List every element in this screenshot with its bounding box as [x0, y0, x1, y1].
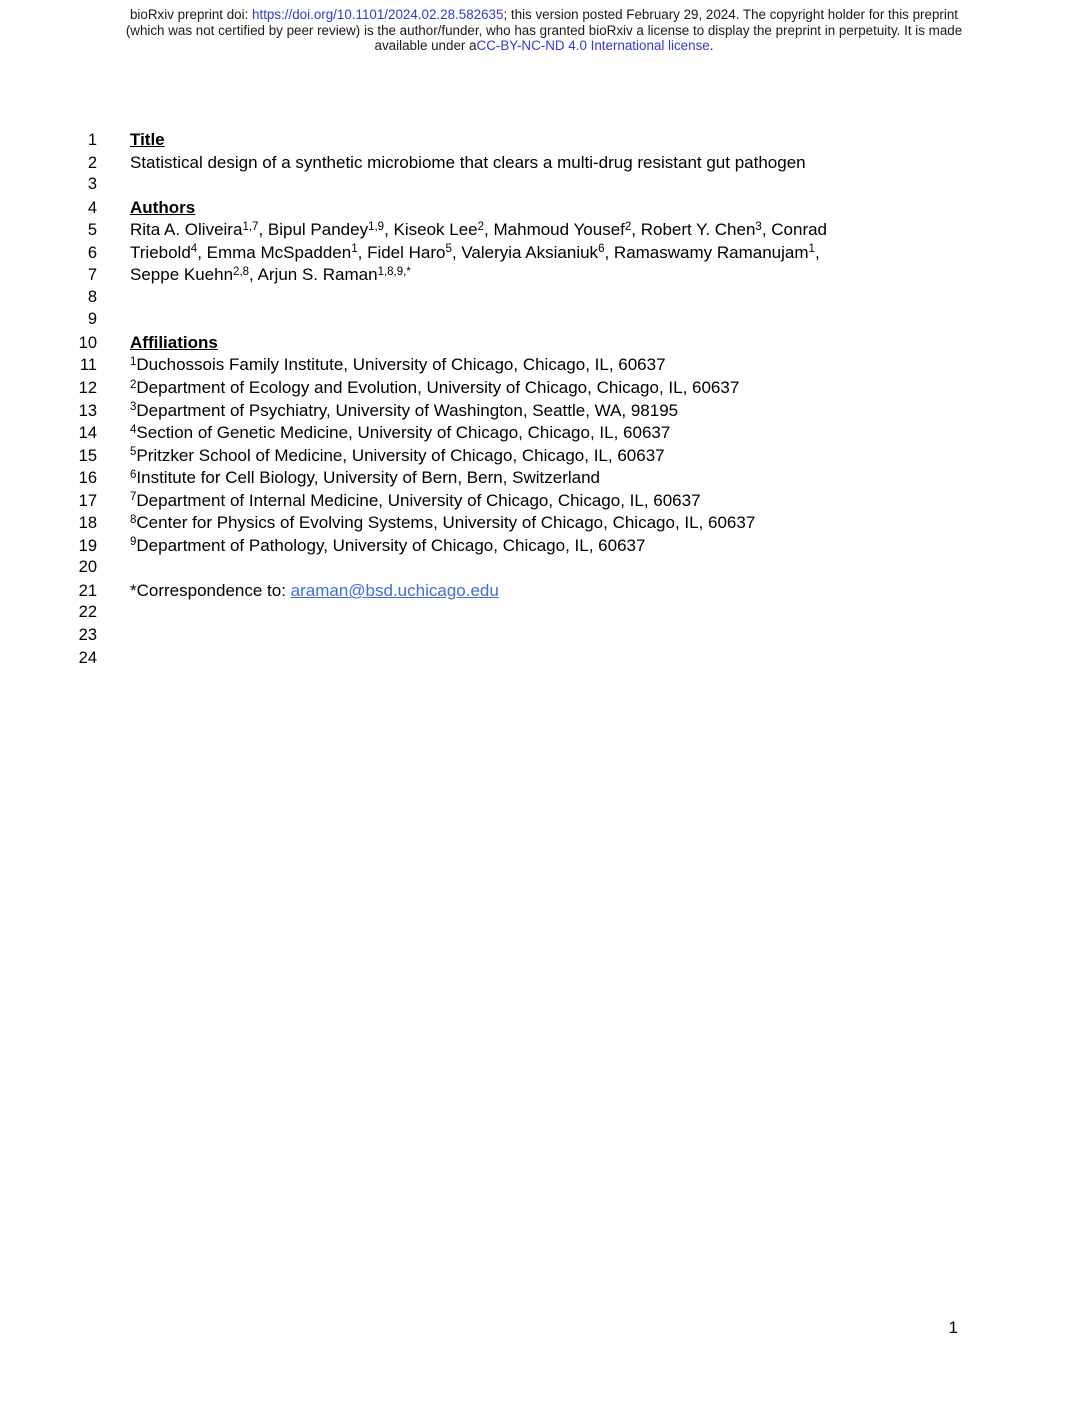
line-number: 19: [78, 536, 97, 555]
superscript: 9: [130, 536, 137, 549]
document-line: [0, 333, 1088, 356]
doi-link[interactable]: https://doi.org/10.1101/2024.02.28.582635: [252, 7, 504, 22]
text-run: Statistical design of a synthetic microbiome that clears a multi-drug resistant gut pathogen: [130, 152, 806, 172]
line-number: 5: [87, 221, 97, 240]
document-line: [0, 130, 1088, 153]
line-number: 20: [78, 558, 97, 577]
header-text: ; this version posted February 29, 2024. The copyright holder for this preprint: [503, 7, 959, 22]
line-number: 24: [78, 648, 97, 667]
text-run: Department of Pathology, University of Chicago, Chicago, IL, 60637: [136, 535, 646, 555]
line-number: 14: [78, 424, 97, 443]
document-line: [0, 378, 1088, 401]
line-text: [130, 536, 645, 556]
line-number: 13: [78, 401, 97, 420]
text-run: , Emma McSpadden: [197, 242, 352, 262]
superscript: 6: [598, 243, 605, 256]
superscript: 2,8: [233, 265, 250, 278]
line-number: 12: [78, 379, 97, 398]
header-text: bioRxiv preprint doi:: [129, 7, 253, 22]
superscript: 5: [130, 446, 137, 459]
superscript: 7: [130, 491, 137, 504]
document-line: [0, 175, 1088, 198]
text-run: Department of Ecology and Evolution, University of Chicago, Chicago, IL, 60637: [136, 378, 740, 398]
section-heading: Title: [130, 130, 165, 149]
header-line-3: [84, 38, 1004, 54]
page-number: 1: [948, 1318, 958, 1337]
text-run: , Kiseok Lee: [384, 220, 478, 240]
line-number: 10: [78, 333, 97, 352]
document-line: [0, 581, 1088, 604]
line-text: [130, 243, 820, 263]
line-number: 1: [87, 131, 97, 149]
line-text: [130, 468, 600, 488]
line-number: 2: [87, 153, 97, 172]
section-heading: Authors: [130, 197, 196, 217]
superscript: 8: [130, 513, 137, 526]
superscript: 6: [130, 468, 137, 481]
text-run: Section of Genetic Medicine, University of Chicago, Chicago, IL, 60637: [136, 423, 671, 443]
line-text: [130, 355, 666, 375]
superscript: 2: [624, 220, 632, 233]
superscript: 1,8,9,*: [377, 265, 411, 278]
license-link[interactable]: CC-BY-NC-ND 4.0 International license: [476, 38, 710, 54]
line-number: 9: [87, 310, 97, 329]
text-run: Duchossois Family Institute, University of Chicago, Chicago, IL, 60637: [136, 355, 666, 375]
text-run: Department of Internal Medicine, University of Chicago, Chicago, IL, 60637: [136, 490, 701, 510]
superscript: 3: [130, 401, 137, 414]
superscript: 2: [477, 220, 485, 233]
header-text: .: [709, 38, 714, 54]
text-run: , Fidel Haro: [357, 242, 446, 262]
document-line: [0, 423, 1088, 446]
header-line-1: [84, 7, 1004, 23]
superscript: 1: [130, 355, 137, 368]
text-run: ,: [814, 242, 820, 262]
document-body: [0, 130, 1088, 671]
line-text: [130, 220, 827, 240]
superscript: 3: [755, 220, 762, 233]
text-run: Rita A. Oliveira: [130, 220, 243, 240]
line-number: 4: [87, 198, 97, 217]
line-text: [130, 153, 806, 173]
document-line: [0, 198, 1088, 221]
line-text: [130, 401, 678, 421]
document-line: [0, 649, 1088, 672]
line-number: 23: [78, 626, 97, 645]
line-text: [130, 333, 218, 353]
line-number: 7: [87, 266, 97, 285]
line-number: 15: [78, 446, 97, 465]
text-run: Triebold: [130, 242, 191, 262]
header-text: available under a: [374, 38, 477, 54]
line-text: [130, 265, 411, 285]
text-run: , Bipul Pandey: [258, 220, 369, 240]
text-run: Institute for Cell Biology, University of Bern, Bern, Switzerland: [136, 468, 601, 488]
text-run: Center for Physics of Evolving Systems, University of Chicago, Chicago, IL, 60637: [136, 513, 756, 533]
biorxiv-header: [84, 7, 1004, 54]
line-number: 22: [78, 603, 97, 622]
text-run: , Ramaswamy Ramanujam: [604, 242, 809, 262]
document-line: [0, 558, 1088, 581]
document-line: [0, 491, 1088, 514]
header-line-2: [84, 23, 1004, 39]
line-number: 6: [87, 243, 97, 262]
superscript: 2: [130, 378, 137, 391]
line-number: 21: [78, 581, 97, 600]
superscript: 1,7: [242, 220, 259, 233]
line-number: 18: [78, 514, 97, 533]
document-line: [0, 468, 1088, 491]
superscript: 4: [130, 423, 137, 436]
text-run: Pritzker School of Medicine, University of Chicago, Chicago, IL, 60637: [136, 445, 665, 465]
document-line: [0, 310, 1088, 333]
superscript: 1: [808, 243, 815, 256]
text-run: Seppe Kuehn: [130, 265, 234, 285]
line-text: [130, 423, 670, 443]
text-run: , Robert Y. Chen: [631, 220, 756, 240]
line-text: [130, 130, 165, 150]
line-number: 8: [87, 287, 97, 306]
line-number: 16: [78, 469, 97, 488]
text-run: *Correspondence to:: [130, 580, 291, 600]
line-text: [130, 513, 755, 533]
line-text: [130, 198, 195, 218]
document-line: [0, 626, 1088, 649]
document-line: [0, 153, 1088, 176]
header-text: (which was not certified by peer review) is the author/funder, who has granted bioRxiv a license to display the preprint in perpetuity. It is made: [125, 22, 963, 38]
document-line: [0, 220, 1088, 243]
line-text: [130, 446, 665, 466]
line-number: 11: [79, 356, 97, 375]
document-line: [0, 513, 1088, 536]
text-run: , Arjun S. Raman: [249, 265, 378, 285]
line-text: [130, 378, 739, 398]
superscript: 1,9: [368, 220, 385, 233]
line-number: 17: [78, 491, 97, 510]
text-run: , Conrad: [761, 220, 828, 240]
superscript: 1: [351, 243, 358, 256]
document-line: [0, 446, 1088, 469]
document-line: [0, 355, 1088, 378]
line-text: [130, 581, 499, 601]
line-number: 3: [87, 175, 97, 194]
document-line: [0, 536, 1088, 559]
document-line: [0, 243, 1088, 266]
document-line: [0, 265, 1088, 288]
text-run: , Mahmoud Yousef: [484, 220, 625, 240]
superscript: 5: [445, 243, 452, 256]
section-heading: Affiliations: [130, 332, 218, 352]
document-line: [0, 603, 1088, 626]
text-run: , Valeryia Aksianiuk: [451, 242, 599, 262]
document-line: [0, 288, 1088, 311]
document-line: [0, 401, 1088, 424]
superscript: 4: [190, 243, 198, 256]
correspondence-email-link[interactable]: araman@bsd.uchicago.edu: [290, 580, 499, 600]
line-text: [130, 491, 701, 511]
text-run: Department of Psychiatry, University of Washington, Seattle, WA, 98195: [136, 400, 679, 420]
